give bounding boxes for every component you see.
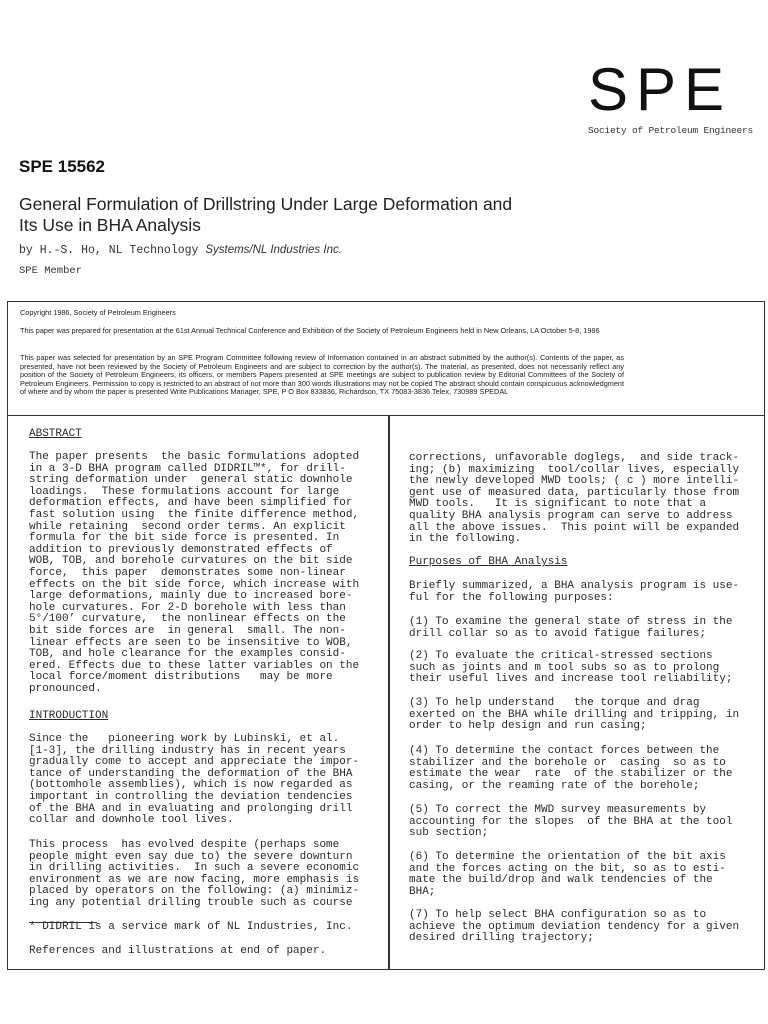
author-affiliation: Systems/NL Industries Inc. — [205, 244, 342, 256]
purpose-item-5: (5) To correct the MWD survey measurements by accounting for the slopes of the BHA at the tool sub section; — [409, 804, 733, 840]
purpose-item-1: (1) To examine the general state of stress in the drill collar so as to avoid fatigue failures; — [409, 616, 733, 640]
purpose-item-6: (6) To determine the orientation of the bit axis and the forces acting on the bit, so as to esti- mate the build/drop and walk tendencies of the BHA; — [409, 851, 726, 898]
paper-number: SPE 15562 — [19, 157, 106, 176]
author-line — [19, 244, 342, 257]
society-name: Society of Petroleum Engineers — [588, 125, 754, 136]
title-line-2: Its Use in BHA Analysis — [19, 215, 201, 235]
introduction-paragraph-2: This process has evolved despite (perhaps some people might even say due to) the severe downturn in drilling activities. In such a severe economic environment as we are now facing, more emphasis is placed by operators on the following: (a) minimiz- ing any potential drilling trouble such as course — [29, 839, 360, 909]
abstract-text: The paper presents the basic formulations adopted in a 3-D BHA program called DIDRIL™*, for drill- string deformation under general static downhole loadings. These formulations account for large deformation effects, and have been simplified for fast solution using the finite difference method, while retaining second order terms. An explicit formula for the bit side force is presented. In addition to previously demonstrated effects of WOB, TOB, and borehole curvatures on the bit side force, this paper demonstrates some non-linear effects on the bit side force, which increase with large deformations, mainly due to increased bore- hole curvatures. For 2-D borehole with less than 5°/100’ curvature, the nonlinear effects on the bit side forces are in general small. The non- linear effects are seen to be insensitive to WOB, TOB, and hole clearance for the examples consid- ered. Effects due to these latter variables on the local force/moment distributions may be more pronounced. — [29, 451, 360, 695]
copyright-selected: This paper was selected for presentation by an SPE Program Committee following review of Information contained in an abstract submitted by the author(s). Contents of the paper, as presented, have not been reviewed by the Society of Petroleum Engineers and are subject to correction by the author(s). The material, as presented, does not necessarily reflect any position of the Society of Petroleum Engineers, its officers, or members Papers presented at SPE meetings are subject to publication review by Editorial Committees of the Society of Petroleum Engineers. Permission to copy is restricted to an abstract of not more than 300 words Illustrations may not be copied The abstract should contain conspicuous acknowledgment of where and by whom the paper is presented Write Publications Manager, SPE, P O Box 833836, Richardson, TX 75083-3836 Telex, 730989 SPEDAL — [20, 353, 624, 397]
purpose-item-2: (2) To evaluate the critical-stressed sections such as joints and m tool subs so as to prolong their useful lives and increase tool reliability; — [409, 650, 733, 686]
footnote: * DIDRIL is a service mark of NL Industries, Inc. — [29, 921, 353, 933]
purpose-item-4: (4) To determine the contact forces between the stabilizer and the borehole or casing so as to estimate the wear rate of the stabilizer or the casing, or the reaming rate of the borehole; — [409, 745, 733, 792]
copyright-prepared: This paper was prepared for presentation at the 61st Annual Technical Conference and Exhibition of the Society of Petroleum Engineers held in New Orleans, LA October 5-8, 1986 — [20, 326, 600, 335]
column-divider — [388, 416, 390, 969]
introduction-paragraph-1: Since the pioneering work by Lubinski, et al. [1-3], the drilling industry has in recent years gradually come to accept and appreciate the impor- tance of understanding the deformation of the BHA (bottomhole assemblies), which is now regarded as important in controlling the deviation tendencies of the BHA and in evaluating and prolonging drill collar and downhole tool lives. — [29, 733, 360, 827]
copyright-line: Copyright 1986, Society of Petroleum Engineers — [20, 308, 176, 317]
purposes-heading: Purposes of BHA Analysis — [409, 556, 568, 568]
author-name: by H.-S. Ho, NL Technology — [19, 244, 206, 257]
purposes-intro: Briefly summarized, a BHA analysis program is use- ful for the following purposes: — [409, 580, 740, 604]
introduction-heading: INTRODUCTION — [29, 710, 109, 722]
two-column-body — [7, 415, 765, 970]
member-status: SPE Member — [19, 265, 83, 277]
references-note: References and illustrations at end of paper. — [29, 945, 327, 957]
title-line-1: General Formulation of Drillstring Under Large Deformation and — [19, 194, 513, 214]
copyright-box — [7, 301, 765, 415]
purpose-item-7: (7) To help select BHA configuration so as to achieve the optimum deviation tendency for a given desired drilling trajectory; — [409, 909, 740, 945]
spe-logo: SPE — [588, 56, 733, 123]
abstract-heading: ABSTRACT — [29, 428, 82, 440]
continued-paragraph: corrections, unfavorable doglegs, and side track- ing; (b) maximizing tool/collar lives, especially the newly developed MWD tools; ( c ) more intelli- gent use of measured data, particularly those from MWD tools. It is significant to note that a quality BHA analysis program can serve to address all the above issues. This point will be expanded in the following. — [409, 452, 740, 546]
paper-title — [19, 194, 619, 236]
purpose-item-3: (3) To help understand the torque and drag exerted on the BHA while drilling and tripping, in order to help design and run casing; — [409, 697, 740, 733]
